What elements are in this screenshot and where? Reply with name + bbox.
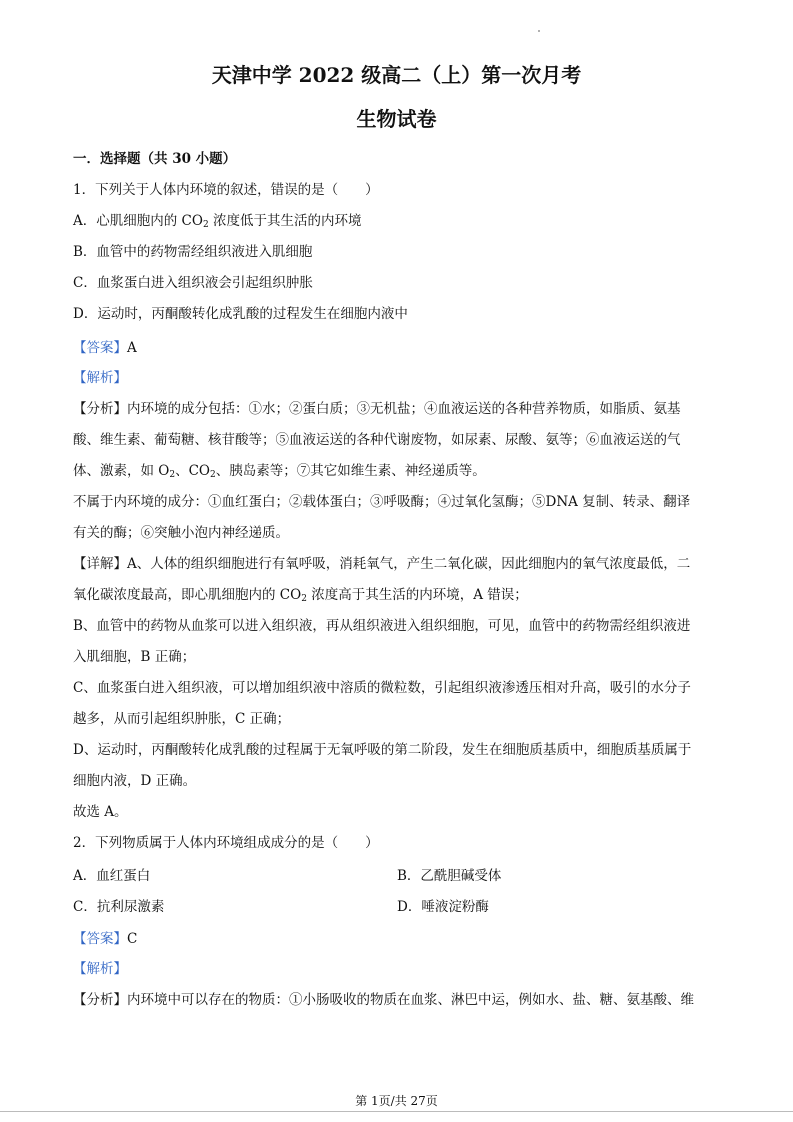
- q1-analysis-line-3: 体、激素，如 $O_2$、$CO_2$、胰岛素等；⑦其它如维生素、神经递质等。: [73, 463, 486, 480]
- footer-divider: [0, 1111, 793, 1112]
- q1-analysis-line-1: 【分析】内环境的成分包括：①水；②蛋白质；③无机盐；④血液运送的各种营养物质，如脂质、氨基: [73, 401, 681, 417]
- q1-detail-line-8: 细胞内液，D 正确。: [73, 773, 197, 789]
- q2-option-a: A．血红蛋白: [73, 868, 151, 884]
- q1-option-d: D．运动时，丙酮酸转化成乳酸的过程发生在细胞内液中: [73, 306, 408, 322]
- q1-answer: [73, 339, 137, 357]
- q2-option-b: B．乙酰胆碱受体: [397, 868, 502, 884]
- q1-option-b: B．血管中的药物需经组织液进入肌细胞: [73, 244, 313, 260]
- q1-analysis-line-5: 有关的酶；⑥突触小泡内神经递质。: [73, 525, 289, 541]
- answer-tag: 【答案】: [73, 931, 127, 947]
- analysis-fx-tag: 【分析】: [73, 992, 127, 1008]
- q1-detail-line-7: D、运动时，丙酮酸转化成乳酸的过程属于无氧呼吸的第二阶段，发生在细胞质基质中，细胞质基质属于: [73, 742, 692, 758]
- q2-analysis-tag: 【解析】: [73, 961, 127, 977]
- answer-value: C: [127, 931, 138, 947]
- page-title: 天津中学 2022 级高二（上）第一次月考: [211, 63, 582, 87]
- q1-analysis-line-4: 不属于内环境的成分：①血红蛋白；②载体蛋白；③呼吸酶；④过氧化氢酶；⑤DNA 复制、转录、翻译: [73, 494, 691, 510]
- q2-analysis-line-1: 【分析】内环境中可以存在的物质：①小肠吸收的物质在血浆、淋巴中运，例如水、盐、糖、氨基酸、维: [73, 992, 694, 1008]
- q1-analysis-line-2: 酸、维生素、葡萄糖、核苷酸等；⑤血液运送的各种代谢废物，如尿素、尿酸、氨等；⑥血液运送的气: [73, 432, 681, 448]
- q1-detail-line-1: 【详解】A、人体的组织细胞进行有氧呼吸，消耗氧气，产生二氧化碳，因此细胞内的氧气浓度最低，二: [73, 556, 691, 572]
- q1-stem: 1．下列关于人体内环境的叙述，错误的是（ ）: [73, 182, 379, 198]
- scan-dot: [538, 30, 540, 32]
- detail-tag: 【详解】: [73, 556, 127, 572]
- page-number: 第 1页/共 27页: [355, 1094, 438, 1108]
- section-heading: 一．选择题（共 30 小题）: [73, 151, 237, 167]
- answer-tag: 【答案】: [73, 340, 127, 356]
- q1-detail-line-5: C、血浆蛋白进入组织液，可以增加组织液中溶质的微粒数，引起组织液渗透压相对升高，吸引的水分子: [73, 680, 691, 696]
- analysis-fx-tag: 【分析】: [73, 401, 127, 417]
- page-subtitle: 生物试卷: [356, 107, 437, 131]
- q2-answer: [73, 930, 137, 948]
- q2-option-c: C．抗利尿激素: [73, 899, 165, 915]
- q1-detail-line-2: 氧化碳浓度最高，即心肌细胞内的 $CO_2$ 浓度高于其生活的内环境，A 错误；: [73, 587, 528, 604]
- q2-option-d: D．唾液淀粉酶: [397, 899, 489, 915]
- answer-value: A: [127, 340, 137, 356]
- q1-option-c: C．血浆蛋白进入组织液会引起组织肿胀: [73, 275, 313, 291]
- q2-stem: 2．下列物质属于人体内环境组成成分的是（ ）: [73, 835, 379, 851]
- q1-detail-line-6: 越多，从而引起组织肿胀，C 正确；: [73, 711, 291, 727]
- q1-option-a: A．心肌细胞内的 $CO_2$ 浓度低于其生活的内环境: [73, 213, 362, 230]
- q1-detail-line-3: B、血管中的药物从血浆可以进入组织液，再从组织液进入组织细胞，可见，血管中的药物需经组织液进: [73, 618, 691, 634]
- q1-detail-line-4: 入肌细胞，B 正确；: [73, 649, 196, 665]
- q1-conclusion: 故选 A。: [73, 804, 128, 820]
- q1-analysis-tag: 【解析】: [73, 370, 127, 386]
